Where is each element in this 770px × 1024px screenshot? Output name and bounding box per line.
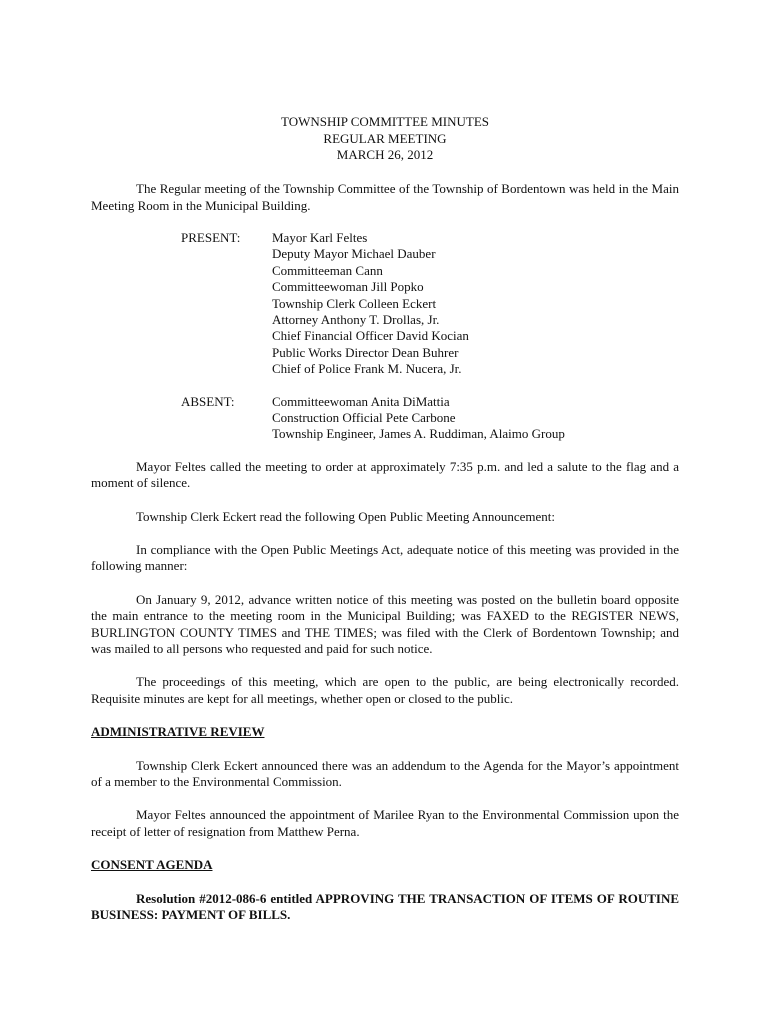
attendee: Committeewoman Jill Popko — [272, 279, 424, 295]
appointment-paragraph: Mayor Feltes announced the appointment of Marilee Ryan to the Environmental Commission upon the receipt of letter of resignation from Matthew Perna. — [91, 807, 679, 839]
attendee: Township Clerk Colleen Eckert — [272, 295, 437, 311]
document-title — [91, 114, 679, 164]
attendee: Deputy Mayor Michael Dauber — [272, 246, 436, 262]
absent-label: ABSENT: — [181, 393, 235, 409]
present-list — [181, 230, 679, 378]
compliance-paragraph: In compliance with the Open Public Meetings Act, adequate notice of this meeting was provided in the following manner: — [91, 542, 679, 574]
addendum-paragraph: Township Clerk Eckert announced there was an addendum to the Agenda for the Mayor’s appointment of a member to the Environmental Commission. — [91, 757, 679, 790]
notice-paragraph: On January 9, 2012, advance written notice of this meeting was posted on the bulletin board opposite the main entrance to the meeting room in the Municipal Building; was FAXED to the REGISTER NEWS, BURLINGTON COUNTY TIMES and THE TIMES; was filed with the Clerk of Bordentown Township; and was mailed to all persons who requested and paid for such notice. — [91, 591, 679, 657]
section-heading-admin-review: ADMINISTRATIVE REVIEW — [91, 724, 265, 740]
title-line: TOWNSHIP COMMITTEE MINUTES — [281, 114, 489, 129]
absentee: Construction Official Pete Carbone — [272, 409, 456, 425]
title-line: REGULAR MEETING — [323, 130, 447, 146]
attendee: Chief of Police Frank M. Nucera, Jr. — [272, 361, 462, 377]
recording-paragraph: The proceedings of this meeting, which are open to the public, are being electronically recorded. Requisite minutes are kept for all meetings, whether open or closed to the public. — [91, 674, 679, 706]
attendee: Mayor Karl Feltes — [272, 229, 368, 245]
clerk-announcement-paragraph: Township Clerk Eckert read the following Open Public Meeting Announcement: — [136, 508, 555, 524]
title-date: MARCH 26, 2012 — [336, 147, 434, 163]
call-to-order-paragraph: Mayor Feltes called the meeting to order at approximately 7:35 p.m. and led a salute to the flag and a moment of silence. — [91, 458, 679, 491]
present-label: PRESENT: — [181, 229, 241, 245]
absentee: Committeewoman Anita DiMattia — [272, 393, 450, 409]
attendee: Public Works Director Dean Buhrer — [272, 344, 459, 360]
attendee: Attorney Anthony T. Drollas, Jr. — [272, 311, 440, 327]
attendee: Chief Financial Officer David Kocian — [272, 328, 469, 344]
absentee: Township Engineer, James A. Ruddiman, Alaimo Group — [272, 426, 565, 442]
attendee: Committeeman Cann — [272, 262, 383, 278]
section-heading-consent-agenda: CONSENT AGENDA — [91, 857, 213, 873]
intro-paragraph: The Regular meeting of the Township Committee of the Township of Bordentown was held in the Main Meeting Room in the Municipal Building. — [91, 181, 679, 213]
document-page — [91, 114, 679, 924]
absent-list — [181, 394, 679, 443]
resolution-paragraph: Resolution #2012-086-6 entitled APPROVING THE TRANSACTION OF ITEMS OF ROUTINE BUSINESS: PAYMENT OF BILLS. — [91, 890, 679, 923]
